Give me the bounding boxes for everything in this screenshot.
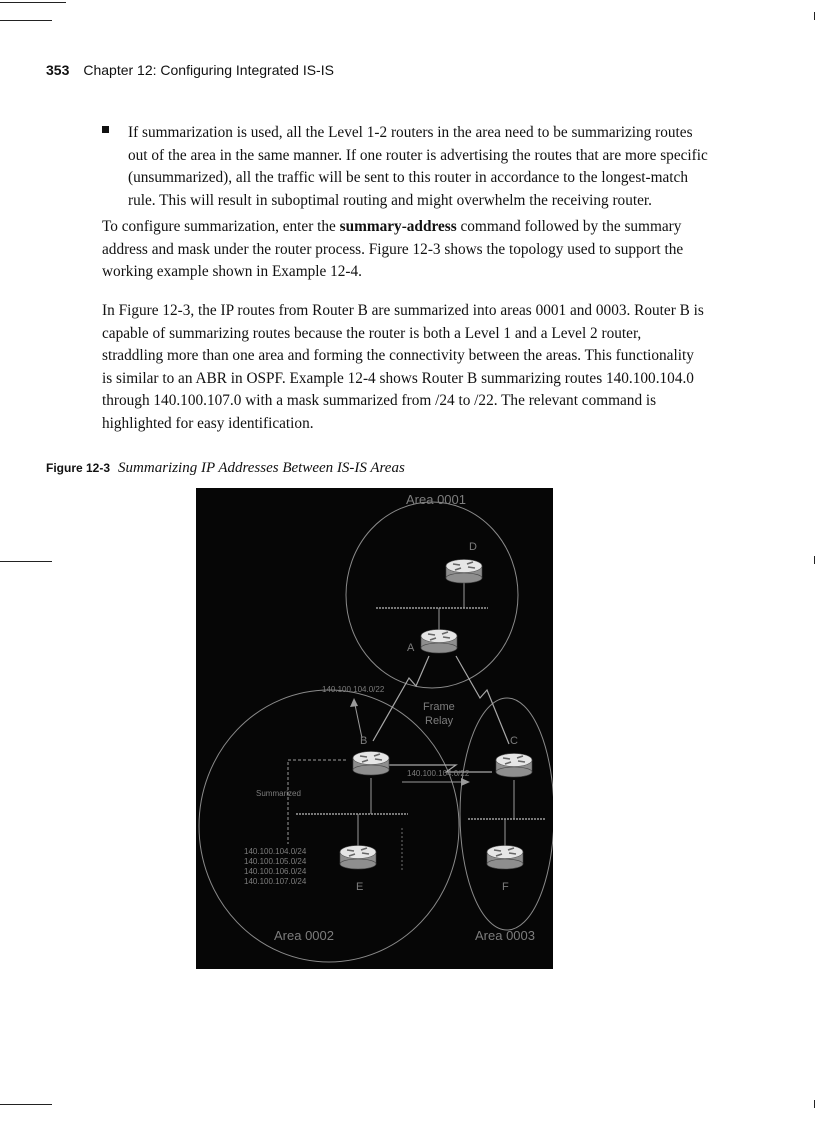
command-keyword: summary-address	[339, 218, 457, 235]
frame-relay-label-line-2: Relay	[425, 715, 454, 727]
router-d-label: D	[469, 541, 477, 553]
router-e-label: E	[356, 881, 364, 893]
area-0001-label: Area 0001	[406, 492, 466, 507]
router-c-label: C	[510, 735, 518, 747]
diagram-background	[196, 488, 553, 969]
network-topology-diagram	[196, 488, 553, 969]
crop-mark	[0, 1104, 52, 1105]
running-header	[46, 62, 334, 78]
router-f-icon	[487, 846, 523, 870]
paragraph-configure-summarization	[102, 216, 706, 284]
crop-mark	[814, 1100, 815, 1108]
route-label: 140.100.105.0/24	[244, 857, 307, 866]
summarized-label: Summarized	[256, 789, 301, 798]
route-label: 140.100.107.0/24	[244, 877, 307, 886]
paragraph-text: command followed by the summary address and mask under the router process. Figure 12-3 shows the topology used to support the working example shown in Example 12-4.	[102, 218, 684, 281]
crop-mark	[0, 561, 52, 562]
bullet-text: If summarization is used, all the Level 1-2 routers in the area need to be summarizing routes out of the area in the same manner. If one router is advertising the routes that are more specific (unsummarized), all the traffic will be sent to this router in accordance to the longest-match rule. This will result in suboptimal routing and might overwhelm the receiving router.	[128, 124, 708, 209]
summary-route-label-area-0003: 140.100.104.0/22	[407, 769, 470, 778]
router-b-label: B	[360, 735, 368, 747]
summary-route-label-area-0001: 140.100.104.0/22	[322, 685, 385, 694]
page-number: 353	[46, 62, 70, 78]
crop-mark	[0, 20, 52, 21]
figure-caption	[46, 459, 405, 477]
router-f-label: F	[502, 881, 509, 893]
router-d-icon	[446, 560, 482, 584]
router-c-icon	[496, 754, 532, 778]
crop-mark	[814, 12, 815, 20]
paragraph-text: To configure summarization, enter the	[102, 218, 340, 235]
chapter-title: Chapter 12: Configuring Integrated IS-IS	[83, 62, 334, 78]
route-label: 140.100.104.0/24	[244, 847, 307, 856]
crop-mark	[814, 556, 815, 564]
area-0002-label: Area 0002	[274, 928, 334, 943]
router-a-icon	[421, 630, 457, 654]
paragraph-figure-explanation: In Figure 12-3, the IP routes from Router B are summarized into areas 0001 and 0003. Router B is capable of summarizing routes because the router is both a Level 1 and a Level 2 router, straddling more than one area and forming the connectivity between the areas. This functionality is similar to an ABR in OSPF. Example 12-4 shows Router B summarizing routes 140.100.104.0 through 140.100.107.0 with a mask summarized from /24 to /22. The relevant command is highlighted for easy identification.	[102, 302, 704, 432]
area-0003-label: Area 0003	[475, 928, 535, 943]
crop-mark	[0, 2, 66, 3]
route-label: 140.100.106.0/24	[244, 867, 307, 876]
bullet-item	[102, 122, 708, 212]
figure-title: Summarizing IP Addresses Between IS-IS Areas	[118, 460, 405, 476]
frame-relay-label-line-1: Frame	[423, 701, 455, 713]
bullet-square-icon	[102, 126, 109, 133]
figure-label: Figure 12-3	[46, 461, 111, 475]
router-b-icon	[353, 752, 389, 776]
router-e-icon	[340, 846, 376, 870]
router-a-label: A	[407, 642, 415, 654]
